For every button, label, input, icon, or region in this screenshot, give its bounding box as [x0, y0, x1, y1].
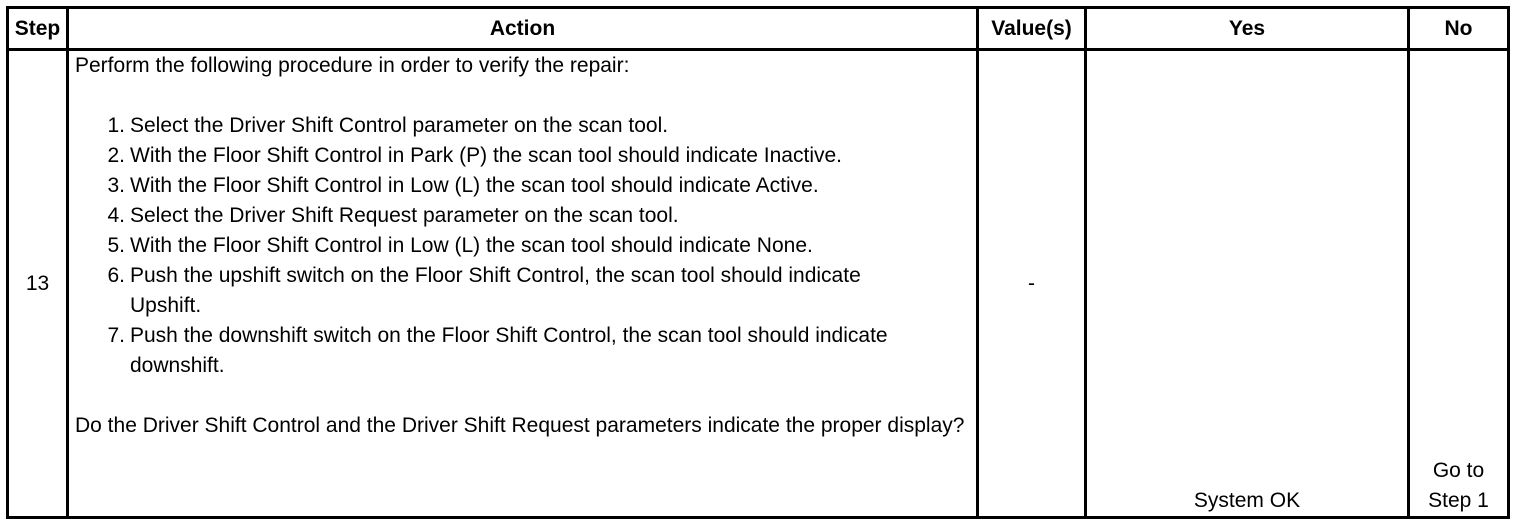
yes-cell: System OK: [1086, 50, 1409, 518]
diagnostic-table: [6, 6, 1510, 519]
header-step: Step: [8, 8, 68, 50]
header-row: [8, 8, 1509, 50]
list-item-number: 2.: [107, 144, 125, 167]
action-question: Do the Driver Shift Control and the Driver Shift Request parameters indicate the proper display?: [75, 414, 965, 437]
list-item: [75, 111, 970, 141]
list-item-text: Push the downshift switch on the Floor Shift Control, the scan tool should indicate downshift.: [130, 324, 888, 377]
diagnostic-table-container: [6, 6, 1510, 519]
action-cell: [68, 50, 978, 518]
step-number-cell: 13: [8, 50, 68, 518]
list-item: [75, 321, 970, 381]
no-cell-line-2: Step 1: [1428, 489, 1489, 512]
list-item-text: Push the upshift switch on the Floor Shift Control, the scan tool should indicate Upshift.: [130, 264, 861, 317]
list-item: [75, 141, 970, 171]
list-item-text: Select the Driver Shift Request parameter on the scan tool.: [130, 204, 679, 227]
no-cell-line-1: Go to: [1432, 459, 1485, 482]
header-values: Value(s): [978, 8, 1086, 50]
header-no: No: [1409, 8, 1509, 50]
header-action: Action: [68, 8, 978, 50]
values-cell: -: [978, 50, 1086, 518]
list-item-number: 1.: [107, 114, 125, 137]
list-item-text: With the Floor Shift Control in Low (L) the scan tool should indicate Active.: [130, 174, 819, 197]
list-item-number: 3.: [107, 174, 125, 197]
table-row: [8, 50, 1509, 518]
list-item-number: 7.: [107, 324, 125, 347]
no-cell: [1409, 50, 1509, 518]
list-item: [75, 261, 970, 321]
list-item-text: With the Floor Shift Control in Low (L) the scan tool should indicate None.: [130, 234, 813, 257]
list-item: [75, 201, 970, 231]
list-item-number: 6.: [107, 264, 125, 287]
action-intro: Perform the following procedure in order to verify the repair:: [75, 54, 630, 77]
procedure-list: [75, 111, 970, 381]
list-item: [75, 171, 970, 201]
list-item-text: Select the Driver Shift Control parameter on the scan tool.: [130, 114, 669, 137]
list-item: [75, 231, 970, 261]
list-item-text: With the Floor Shift Control in Park (P) the scan tool should indicate Inactive.: [130, 144, 843, 167]
list-item-number: 4.: [107, 204, 125, 227]
list-item-number: 5.: [107, 234, 125, 257]
header-yes: Yes: [1086, 8, 1409, 50]
